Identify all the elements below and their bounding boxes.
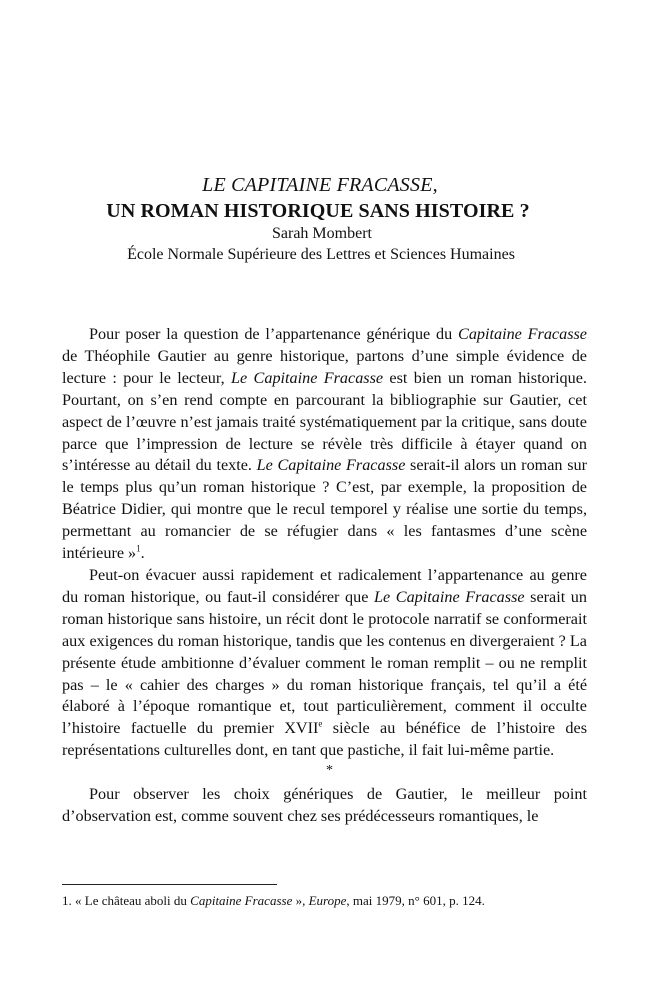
text-run: serait-il alors un roman sur le temps plus qu’un roman historique ? C’est, par exemple, la proposition de Béatrice Didier, qui montre que le recul temporel y réalise une sortie du temps, permettant au romancier de se réfugier dans « les fantasmes d’une scène intérieure » xyxy=(62,456,587,563)
italic-title-run: Le Capitaine Fracasse xyxy=(231,368,384,387)
text-run: , mai 1979, n° 601, p. 124. xyxy=(346,893,485,908)
article-header xyxy=(0,172,650,266)
author-affiliation: École Normale Supérieure des Lettres et Sciences Humaines xyxy=(127,246,515,263)
author-name: Sarah Mombert xyxy=(272,225,372,242)
italic-title-run: Capitaine Fracasse xyxy=(190,893,293,908)
section-separator: * xyxy=(326,763,333,779)
footnote-1 xyxy=(62,892,587,910)
italic-title-run: Le Capitaine Fracasse xyxy=(374,587,525,606)
text-run: de Théophile Gautier au genre historique, partons d’une simple évidence de lecture : pour le lecteur, xyxy=(62,346,587,387)
footnote-reference[interactable]: 1 xyxy=(136,543,141,554)
text-run: », xyxy=(292,893,309,908)
text-run: . xyxy=(140,544,145,563)
article-title-line-1: LE CAPITAINE FRACASSE, xyxy=(202,174,438,196)
text-run: Peut-on évacuer aussi rapidement et radicalement l’appartenance au genre du roman historique, ou faut-il considérer que xyxy=(62,565,587,606)
superscript-e: e xyxy=(318,718,323,729)
paragraph-1 xyxy=(62,324,587,565)
paragraph-3: Pour observer les choix génériques de Gautier, le meilleur point d’observation est, comme souvent chez ses prédécesseurs romantiques, le xyxy=(62,785,587,826)
text-run: Pour poser la question de l’appartenance générique du xyxy=(89,325,459,343)
text-run: 1. « Le château aboli du xyxy=(62,893,191,908)
italic-title-run: Capitaine Fracasse xyxy=(458,325,587,343)
text-run: serait un roman historique sans histoire, un récit dont le protocole narratif se conformerait aux exigences du roman historique, tandis que les contenus en divergeraient ? La présente étude ambitionne d’évaluer comment le roman remplit – ou ne remplit pas – le « cahier des charges » du roman historique français, tel qu’il a été élaboré à l’époque romantique et, tout particulièrement, comment il occulte l’histoire factuelle du premier XVII xyxy=(62,587,587,738)
text-run: siècle au bénéfice de l’histoire des représentations culturelles dont, en tant que pastiche, il fait lui-même partie. xyxy=(62,719,587,760)
paragraph-2 xyxy=(62,565,587,762)
italic-title-run: Europe xyxy=(308,893,347,908)
footnote-divider xyxy=(62,884,277,885)
article-title-line-2: UN ROMAN HISTORIQUE SANS HISTOIRE ? xyxy=(106,200,530,222)
article-body xyxy=(62,324,587,828)
italic-title-run: Le Capitaine Fracasse xyxy=(256,456,406,475)
text-run: est bien un roman historique. Pourtant, on s’en rend compte en parcourant la bibliographie sur Gautier, cet aspect de l’œuvre n’est jamais traité systématiquement par la critique, sans doute parce que l’impression de lecture se révèle très difficile à étayer quand on s’intéresse au détail du texte. xyxy=(62,368,587,475)
